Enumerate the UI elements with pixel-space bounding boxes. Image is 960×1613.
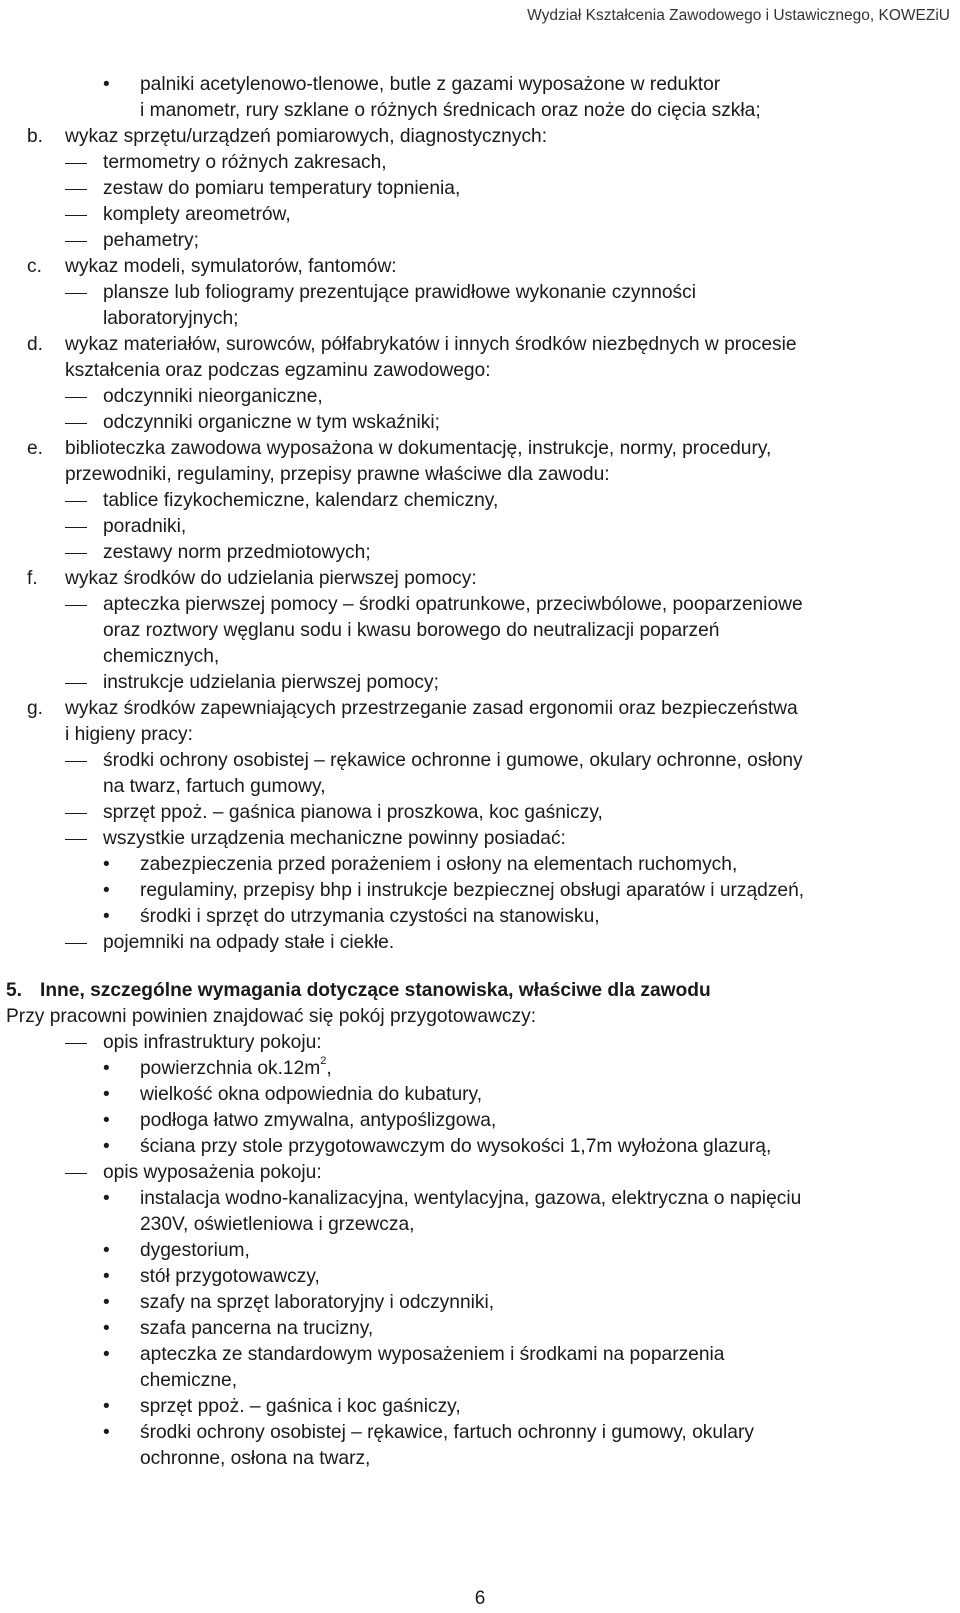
line-text: plansze lub foliogramy prezentujące prawidłowe wykonanie czynności — [103, 282, 696, 303]
bullet-marker: • — [103, 1422, 110, 1443]
text-line — [0, 1004, 960, 1030]
text-line — [0, 1264, 960, 1290]
section-number: 5. — [6, 980, 23, 1001]
bullet-marker: • — [103, 1084, 110, 1105]
text-line — [0, 592, 960, 618]
text-line — [0, 72, 960, 98]
text-line — [0, 1212, 960, 1238]
text-line — [0, 410, 960, 436]
text-line — [0, 462, 960, 488]
dash-marker — [65, 397, 87, 398]
bullet-marker: • — [103, 1136, 110, 1157]
dash-marker — [65, 241, 87, 242]
text-line — [0, 1316, 960, 1342]
text-line — [0, 1446, 960, 1472]
line-text: odczynniki nieorganiczne, — [103, 386, 323, 407]
bullet-marker: • — [103, 1240, 110, 1261]
dash-marker — [65, 215, 87, 216]
bullet-marker: • — [103, 906, 110, 927]
line-text: powierzchnia ok.12m — [140, 1058, 321, 1079]
text-line — [0, 1108, 960, 1134]
line-text: i manometr, rury szklane o różnych średnicach oraz noże do cięcia szkła; — [140, 100, 761, 121]
line-text: laboratoryjnych; — [103, 308, 239, 329]
text-line — [0, 1342, 960, 1368]
line-text: zestawy norm przedmiotowych; — [103, 542, 371, 563]
dash-marker — [65, 553, 87, 554]
line-text: apteczka pierwszej pomocy – środki opatrunkowe, przeciwbólowe, pooparzeniowe — [103, 594, 803, 615]
text-line — [0, 1368, 960, 1394]
dash-marker — [65, 501, 87, 502]
line-tail: , — [326, 1058, 332, 1079]
line-text: apteczka ze standardowym wyposażeniem i środkami na poparzenia — [140, 1344, 725, 1365]
text-line — [0, 1160, 960, 1186]
text-line — [0, 566, 960, 592]
line-text: komplety areometrów, — [103, 204, 291, 225]
bullet-marker: • — [103, 74, 110, 95]
line-text: chemiczne, — [140, 1370, 238, 1391]
text-line — [0, 696, 960, 722]
text-line — [0, 774, 960, 800]
bullet-marker: • — [103, 1110, 110, 1131]
list-letter: b. — [27, 126, 44, 147]
bullet-marker: • — [103, 1058, 110, 1079]
line-text: wykaz sprzętu/urządzeń pomiarowych, diagnostycznych: — [65, 126, 548, 147]
line-text: wielkość okna odpowiednia do kubatury, — [140, 1084, 483, 1105]
text-line — [0, 852, 960, 878]
bullet-marker: • — [103, 1396, 110, 1417]
text-line — [0, 826, 960, 852]
line-text: tablice fizykochemiczne, kalendarz chemiczny, — [103, 490, 499, 511]
line-text: szafa pancerna na trucizny, — [140, 1318, 374, 1339]
line-text: oraz roztwory węglanu sodu i kwasu borowego do neutralizacji poparzeń — [103, 620, 720, 641]
text-line — [0, 280, 960, 306]
line-text: na twarz, fartuch gumowy, — [103, 776, 326, 797]
text-line — [0, 618, 960, 644]
text-line — [0, 202, 960, 228]
line-text: kształcenia oraz podczas egzaminu zawodowego: — [65, 360, 491, 381]
line-text: Przy pracowni powinien znajdować się pokój przygotowawczy: — [6, 1006, 537, 1027]
page-header: Wydział Kształcenia Zawodowego i Ustawicznego, KOWEZiU — [527, 7, 950, 24]
line-text: poradniki, — [103, 516, 187, 537]
text-line — [0, 978, 960, 1004]
text-line — [0, 930, 960, 956]
text-line — [0, 722, 960, 748]
text-line — [0, 98, 960, 124]
text-line — [0, 1134, 960, 1160]
line-text: odczynniki organiczne w tym wskaźniki; — [103, 412, 440, 433]
line-text: sprzęt ppoż. – gaśnica i koc gaśniczy, — [140, 1396, 461, 1417]
line-text: przewodniki, regulaminy, przepisy prawne właściwe dla zawodu: — [65, 464, 610, 485]
dash-marker — [65, 189, 87, 190]
bullet-marker: • — [103, 880, 110, 901]
line-text: pojemniki na odpady stałe i ciekłe. — [103, 932, 395, 953]
dash-marker — [65, 813, 87, 814]
line-text: stół przygotowawczy, — [140, 1266, 320, 1287]
text-line — [0, 124, 960, 150]
text-line — [0, 514, 960, 540]
dash-marker — [65, 761, 87, 762]
line-text: podłoga łatwo zmywalna, antypoślizgowa, — [140, 1110, 497, 1131]
line-text: wykaz materiałów, surowców, półfabrykatów i innych środków niezbędnych w procesie — [65, 334, 797, 355]
text-line — [0, 1290, 960, 1316]
text-line — [0, 332, 960, 358]
line-text: palniki acetylenowo-tlenowe, butle z gazami wyposażone w reduktor — [140, 74, 721, 95]
spacer — [0, 956, 960, 978]
line-text: zestaw do pomiaru temperatury topnienia, — [103, 178, 461, 199]
dash-marker — [65, 683, 87, 684]
text-line — [0, 150, 960, 176]
dash-marker — [65, 839, 87, 840]
line-text: sprzęt ppoż. – gaśnica pianowa i proszkowa, koc gaśniczy, — [103, 802, 603, 823]
line-text: wykaz środków zapewniających przestrzeganie zasad ergonomii oraz bezpieczeństwa — [65, 698, 798, 719]
text-line — [0, 384, 960, 410]
bullet-marker: • — [103, 1318, 110, 1339]
line-text: ściana przy stole przygotowawczym do wysokości 1,7m wyłożona glazurą, — [140, 1136, 772, 1157]
line-text: opis infrastruktury pokoju: — [103, 1032, 322, 1053]
line-text: szafy na sprzęt laboratoryjny i odczynniki, — [140, 1292, 495, 1313]
bullet-marker: • — [103, 1266, 110, 1287]
line-text: regulaminy, przepisy bhp i instrukcje bezpiecznej obsługi aparatów i urządzeń, — [140, 880, 805, 901]
superscript: 2 — [320, 1054, 327, 1067]
dash-marker — [65, 163, 87, 164]
text-line — [0, 904, 960, 930]
line-text: ochronne, osłona na twarz, — [140, 1448, 371, 1469]
line-text: pehametry; — [103, 230, 199, 251]
dash-marker — [65, 423, 87, 424]
text-line — [0, 358, 960, 384]
line-text: 230V, oświetleniowa i grzewcza, — [140, 1214, 415, 1235]
dash-marker — [65, 527, 87, 528]
dash-marker — [65, 1173, 87, 1174]
text-line — [0, 1186, 960, 1212]
text-line — [0, 878, 960, 904]
dash-marker — [65, 943, 87, 944]
list-letter: c. — [27, 256, 42, 277]
text-line — [0, 1082, 960, 1108]
line-text-wrap — [140, 1056, 332, 1082]
line-text: wykaz środków do udzielania pierwszej pomocy: — [65, 568, 477, 589]
line-text: dygestorium, — [140, 1240, 250, 1261]
dash-marker — [65, 605, 87, 606]
dash-marker — [65, 1043, 87, 1044]
text-line — [0, 1394, 960, 1420]
line-text: i higieny pracy: — [65, 724, 193, 745]
line-text: środki ochrony osobistej – rękawice, fartuch ochronny i gumowy, okulary — [140, 1422, 754, 1443]
line-text: środki i sprzęt do utrzymania czystości na stanowisku, — [140, 906, 600, 927]
bullet-marker: • — [103, 854, 110, 875]
line-text: środki ochrony osobistej – rękawice ochronne i gumowe, okulary ochronne, osłony — [103, 750, 803, 771]
line-text: instrukcje udzielania pierwszej pomocy; — [103, 672, 439, 693]
text-line — [0, 1238, 960, 1264]
page-number: 6 — [474, 1588, 486, 1609]
text-line — [0, 436, 960, 462]
text-line — [0, 1030, 960, 1056]
text-line — [0, 306, 960, 332]
text-line — [0, 644, 960, 670]
document-body — [0, 72, 960, 1472]
text-line — [0, 670, 960, 696]
bullet-marker: • — [103, 1344, 110, 1365]
line-text: wykaz modeli, symulatorów, fantomów: — [65, 256, 397, 277]
text-line — [0, 1420, 960, 1446]
list-letter: e. — [27, 438, 44, 459]
text-line — [0, 540, 960, 566]
text-line — [0, 748, 960, 774]
section-heading: Inne, szczególne wymagania dotyczące stanowiska, właściwe dla zawodu — [40, 980, 711, 1001]
line-text: opis wyposażenia pokoju: — [103, 1162, 322, 1183]
bullet-marker: • — [103, 1188, 110, 1209]
text-line — [0, 254, 960, 280]
bullet-marker: • — [103, 1292, 110, 1313]
text-line — [0, 1056, 960, 1082]
text-line — [0, 176, 960, 202]
dash-marker — [65, 293, 87, 294]
text-line — [0, 800, 960, 826]
line-text: instalacja wodno-kanalizacyjna, wentylacyjna, gazowa, elektryczna o napięciu — [140, 1188, 802, 1209]
list-letter: f. — [27, 568, 38, 589]
text-line — [0, 488, 960, 514]
line-text: zabezpieczenia przed porażeniem i osłony na elementach ruchomych, — [140, 854, 738, 875]
text-line — [0, 228, 960, 254]
list-letter: d. — [27, 334, 44, 355]
list-letter: g. — [27, 698, 44, 719]
line-text: chemicznych, — [103, 646, 220, 667]
line-text: biblioteczka zawodowa wyposażona w dokumentację, instrukcje, normy, procedury, — [65, 438, 772, 459]
line-text: wszystkie urządzenia mechaniczne powinny posiadać: — [103, 828, 566, 849]
line-text: termometry o różnych zakresach, — [103, 152, 387, 173]
